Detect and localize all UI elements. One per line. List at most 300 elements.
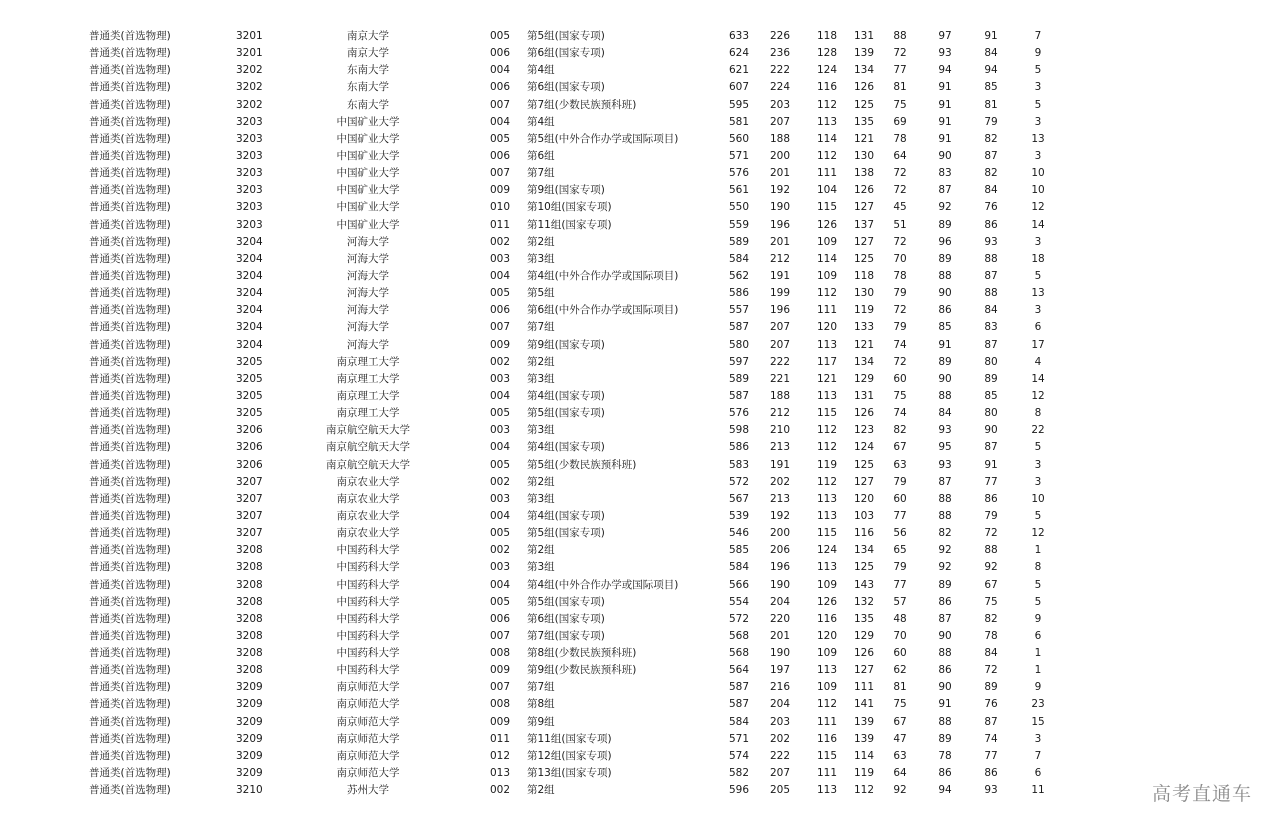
score-col-6-cell: 94 <box>938 784 952 797</box>
score-col-6-cell: 93 <box>938 424 952 437</box>
min-total-score-cell: 598 <box>728 424 750 437</box>
table-row <box>0 268 1280 285</box>
min-total-score-cell: 586 <box>728 287 750 300</box>
group-name-cell: 第4组(国家专项) <box>527 441 605 454</box>
score-col-8-cell: 13 <box>1031 132 1045 145</box>
score-col-6-cell: 82 <box>938 527 952 540</box>
min-total-score-cell: 562 <box>728 269 750 282</box>
category-cell: 普通类(首选物理) <box>89 81 171 94</box>
school-code-cell: 3204 <box>236 252 263 265</box>
score-col-7-cell: 85 <box>984 389 998 402</box>
score-col-5-cell: 75 <box>893 389 907 402</box>
group-code-cell: 008 <box>490 698 511 711</box>
score-col-4-cell: 129 <box>853 372 875 385</box>
score-col-7-cell: 85 <box>984 81 998 94</box>
school-code-cell: 3203 <box>236 115 263 128</box>
score-col-5-cell: 72 <box>893 355 907 368</box>
score-col-6-cell: 86 <box>938 767 952 780</box>
score-col-8-cell: 5 <box>1034 509 1042 522</box>
score-col-7-cell: 91 <box>984 30 998 42</box>
category-cell: 普通类(首选物理) <box>89 355 171 368</box>
group-name-cell: 第9组 <box>527 715 555 728</box>
table-row <box>0 148 1280 165</box>
score-col-8-cell: 3 <box>1034 458 1042 471</box>
group-name-cell: 第7组 <box>527 321 555 334</box>
group-name-cell: 第7组(少数民族预科班) <box>527 98 637 111</box>
score-col-6-cell: 89 <box>938 252 952 265</box>
school-name-cell: 中国药科大学 <box>336 595 400 608</box>
category-cell: 普通类(首选物理) <box>89 184 171 197</box>
score-col-8-cell: 14 <box>1031 218 1045 231</box>
score-col-6-cell: 91 <box>938 132 952 145</box>
score-col-5-cell: 45 <box>893 201 907 214</box>
school-name-cell: 东南大学 <box>347 64 389 77</box>
category-cell: 普通类(首选物理) <box>89 595 171 608</box>
table-row <box>0 525 1280 542</box>
score-col-4-cell: 137 <box>853 218 875 231</box>
table-row <box>0 422 1280 439</box>
school-name-cell: 南京航空航天大学 <box>326 424 410 437</box>
school-code-cell: 3207 <box>236 509 263 522</box>
score-col-8-cell: 3 <box>1034 235 1042 248</box>
group-name-cell: 第4组(中外合作办学或国际项目) <box>527 578 679 591</box>
score-col-2-cell: 206 <box>769 544 791 557</box>
score-col-6-cell: 89 <box>938 218 952 231</box>
group-code-cell: 006 <box>490 612 511 625</box>
score-col-5-cell: 81 <box>893 681 907 694</box>
table-row <box>0 62 1280 79</box>
school-name-cell: 南京理工大学 <box>336 372 400 385</box>
group-code-cell: 007 <box>490 321 511 334</box>
group-code-cell: 005 <box>490 407 511 420</box>
group-name-cell: 第3组 <box>527 561 555 574</box>
group-code-cell: 011 <box>490 218 511 231</box>
group-name-cell: 第3组 <box>527 252 555 265</box>
min-total-score-cell: 568 <box>728 629 750 642</box>
school-name-cell: 中国药科大学 <box>336 664 400 677</box>
score-col-4-cell: 132 <box>853 595 875 608</box>
school-code-cell: 3204 <box>236 304 263 317</box>
score-col-3-cell: 114 <box>816 132 838 145</box>
score-col-8-cell: 5 <box>1034 441 1042 454</box>
score-col-3-cell: 109 <box>816 647 838 660</box>
score-col-5-cell: 77 <box>893 578 907 591</box>
score-col-4-cell: 111 <box>853 681 875 694</box>
min-total-score-cell: 572 <box>728 612 750 625</box>
table-row <box>0 285 1280 302</box>
score-col-6-cell: 97 <box>938 30 952 42</box>
school-name-cell: 河海大学 <box>347 235 389 248</box>
group-name-cell: 第3组 <box>527 492 555 505</box>
score-col-8-cell: 6 <box>1034 767 1042 780</box>
table-row <box>0 594 1280 611</box>
score-col-4-cell: 135 <box>853 612 875 625</box>
score-col-6-cell: 88 <box>938 509 952 522</box>
table-row <box>0 28 1280 45</box>
group-code-cell: 007 <box>490 681 511 694</box>
score-col-2-cell: 202 <box>769 732 791 745</box>
score-col-6-cell: 86 <box>938 304 952 317</box>
category-cell: 普通类(首选物理) <box>89 30 171 42</box>
school-name-cell: 南京理工大学 <box>336 389 400 402</box>
score-col-4-cell: 134 <box>853 544 875 557</box>
score-col-6-cell: 91 <box>938 115 952 128</box>
school-code-cell: 3209 <box>236 715 263 728</box>
group-code-cell: 004 <box>490 509 511 522</box>
min-total-score-cell: 582 <box>728 767 750 780</box>
min-total-score-cell: 571 <box>728 732 750 745</box>
category-cell: 普通类(首选物理) <box>89 287 171 300</box>
school-name-cell: 南京理工大学 <box>336 407 400 420</box>
school-code-cell: 3204 <box>236 321 263 334</box>
score-col-4-cell: 103 <box>853 509 875 522</box>
table-row <box>0 662 1280 679</box>
school-code-cell: 3201 <box>236 30 263 42</box>
score-col-4-cell: 139 <box>853 715 875 728</box>
score-col-6-cell: 83 <box>938 167 952 180</box>
group-code-cell: 004 <box>490 389 511 402</box>
min-total-score-cell: 561 <box>728 184 750 197</box>
score-col-5-cell: 64 <box>893 149 907 162</box>
score-col-4-cell: 121 <box>853 132 875 145</box>
group-name-cell: 第8组(少数民族预科班) <box>527 647 637 660</box>
table-row <box>0 182 1280 199</box>
score-col-3-cell: 113 <box>816 784 838 797</box>
score-col-5-cell: 75 <box>893 98 907 111</box>
min-total-score-cell: 580 <box>728 338 750 351</box>
score-col-2-cell: 212 <box>769 407 791 420</box>
score-col-5-cell: 63 <box>893 749 907 762</box>
score-col-8-cell: 3 <box>1034 732 1042 745</box>
score-col-7-cell: 77 <box>984 475 998 488</box>
school-code-cell: 3207 <box>236 492 263 505</box>
group-name-cell: 第4组(国家专项) <box>527 509 605 522</box>
group-code-cell: 005 <box>490 458 511 471</box>
score-col-5-cell: 57 <box>893 595 907 608</box>
score-col-4-cell: 125 <box>853 458 875 471</box>
score-col-5-cell: 60 <box>893 647 907 660</box>
min-total-score-cell: 596 <box>728 784 750 797</box>
score-col-5-cell: 79 <box>893 475 907 488</box>
score-col-2-cell: 207 <box>769 115 791 128</box>
category-cell: 普通类(首选物理) <box>89 492 171 505</box>
score-col-6-cell: 85 <box>938 321 952 334</box>
score-col-8-cell: 6 <box>1034 629 1042 642</box>
score-col-2-cell: 200 <box>769 527 791 540</box>
min-total-score-cell: 550 <box>728 201 750 214</box>
school-name-cell: 中国矿业大学 <box>336 184 400 197</box>
score-col-3-cell: 116 <box>816 81 838 94</box>
group-name-cell: 第11组(国家专项) <box>527 218 612 231</box>
group-name-cell: 第9组(少数民族预科班) <box>527 664 637 677</box>
score-col-3-cell: 109 <box>816 235 838 248</box>
score-col-4-cell: 121 <box>853 338 875 351</box>
score-col-6-cell: 91 <box>938 338 952 351</box>
school-name-cell: 东南大学 <box>347 81 389 94</box>
school-name-cell: 南京农业大学 <box>336 492 400 505</box>
school-name-cell: 中国矿业大学 <box>336 149 400 162</box>
group-name-cell: 第4组(国家专项) <box>527 389 605 402</box>
school-code-cell: 3209 <box>236 681 263 694</box>
category-cell: 普通类(首选物理) <box>89 612 171 625</box>
score-col-7-cell: 83 <box>984 321 998 334</box>
score-col-3-cell: 113 <box>816 509 838 522</box>
category-cell: 普通类(首选物理) <box>89 475 171 488</box>
school-name-cell: 中国药科大学 <box>336 544 400 557</box>
school-code-cell: 3208 <box>236 647 263 660</box>
table-row <box>0 354 1280 371</box>
score-col-3-cell: 109 <box>816 578 838 591</box>
score-col-6-cell: 86 <box>938 595 952 608</box>
group-name-cell: 第2组 <box>527 355 555 368</box>
score-col-8-cell: 9 <box>1034 681 1042 694</box>
score-col-6-cell: 88 <box>938 492 952 505</box>
score-col-5-cell: 77 <box>893 509 907 522</box>
score-col-8-cell: 23 <box>1031 698 1045 711</box>
score-col-4-cell: 118 <box>853 269 875 282</box>
score-col-4-cell: 119 <box>853 304 875 317</box>
score-col-6-cell: 92 <box>938 561 952 574</box>
score-col-2-cell: 196 <box>769 561 791 574</box>
score-col-4-cell: 119 <box>853 767 875 780</box>
category-cell: 普通类(首选物理) <box>89 218 171 231</box>
school-name-cell: 南京大学 <box>347 47 389 60</box>
score-col-2-cell: 204 <box>769 698 791 711</box>
score-col-4-cell: 134 <box>853 355 875 368</box>
score-col-3-cell: 115 <box>816 527 838 540</box>
score-col-8-cell: 18 <box>1031 252 1045 265</box>
score-col-8-cell: 5 <box>1034 98 1042 111</box>
min-total-score-cell: 571 <box>728 149 750 162</box>
score-col-2-cell: 190 <box>769 647 791 660</box>
min-total-score-cell: 587 <box>728 681 750 694</box>
category-cell: 普通类(首选物理) <box>89 64 171 77</box>
group-name-cell: 第4组 <box>527 115 555 128</box>
score-col-8-cell: 7 <box>1034 749 1042 762</box>
score-col-2-cell: 191 <box>769 458 791 471</box>
school-code-cell: 3204 <box>236 269 263 282</box>
group-name-cell: 第13组(国家专项) <box>527 767 612 780</box>
group-code-cell: 013 <box>490 767 511 780</box>
score-col-2-cell: 207 <box>769 338 791 351</box>
score-col-4-cell: 139 <box>853 47 875 60</box>
category-cell: 普通类(首选物理) <box>89 235 171 248</box>
school-name-cell: 东南大学 <box>347 98 389 111</box>
school-name-cell: 南京航空航天大学 <box>326 458 410 471</box>
score-col-2-cell: 224 <box>769 81 791 94</box>
score-col-5-cell: 74 <box>893 407 907 420</box>
score-col-2-cell: 222 <box>769 355 791 368</box>
group-code-cell: 002 <box>490 355 511 368</box>
min-total-score-cell: 587 <box>728 389 750 402</box>
group-code-cell: 007 <box>490 98 511 111</box>
score-col-8-cell: 9 <box>1034 612 1042 625</box>
score-col-3-cell: 109 <box>816 269 838 282</box>
group-name-cell: 第5组(少数民族预科班) <box>527 458 637 471</box>
score-col-7-cell: 86 <box>984 767 998 780</box>
school-name-cell: 南京农业大学 <box>336 475 400 488</box>
score-col-3-cell: 112 <box>816 698 838 711</box>
score-col-8-cell: 10 <box>1031 184 1045 197</box>
group-name-cell: 第2组 <box>527 544 555 557</box>
min-total-score-cell: 624 <box>728 47 750 60</box>
school-name-cell: 中国矿业大学 <box>336 201 400 214</box>
score-col-5-cell: 79 <box>893 287 907 300</box>
score-col-7-cell: 77 <box>984 749 998 762</box>
table-row <box>0 577 1280 594</box>
group-code-cell: 006 <box>490 304 511 317</box>
school-name-cell: 中国药科大学 <box>336 578 400 591</box>
min-total-score-cell: 584 <box>728 252 750 265</box>
score-col-8-cell: 3 <box>1034 149 1042 162</box>
score-col-3-cell: 111 <box>816 715 838 728</box>
group-name-cell: 第3组 <box>527 372 555 385</box>
score-col-5-cell: 92 <box>893 784 907 797</box>
score-col-3-cell: 120 <box>816 629 838 642</box>
score-col-2-cell: 220 <box>769 612 791 625</box>
group-code-cell: 007 <box>490 167 511 180</box>
group-name-cell: 第9组(国家专项) <box>527 184 605 197</box>
score-col-4-cell: 125 <box>853 561 875 574</box>
group-code-cell: 009 <box>490 338 511 351</box>
min-total-score-cell: 587 <box>728 321 750 334</box>
school-name-cell: 南京师范大学 <box>336 681 400 694</box>
min-total-score-cell: 559 <box>728 218 750 231</box>
table-row <box>0 508 1280 525</box>
school-name-cell: 南京师范大学 <box>336 767 400 780</box>
score-col-2-cell: 190 <box>769 578 791 591</box>
category-cell: 普通类(首选物理) <box>89 544 171 557</box>
score-col-8-cell: 4 <box>1034 355 1042 368</box>
score-col-4-cell: 139 <box>853 732 875 745</box>
school-name-cell: 中国矿业大学 <box>336 167 400 180</box>
category-cell: 普通类(首选物理) <box>89 132 171 145</box>
school-name-cell: 中国矿业大学 <box>336 115 400 128</box>
score-col-3-cell: 113 <box>816 664 838 677</box>
score-col-8-cell: 8 <box>1034 407 1042 420</box>
score-col-2-cell: 222 <box>769 64 791 77</box>
score-col-3-cell: 120 <box>816 321 838 334</box>
score-col-6-cell: 90 <box>938 629 952 642</box>
table-row <box>0 405 1280 422</box>
group-code-cell: 003 <box>490 252 511 265</box>
score-col-4-cell: 124 <box>853 441 875 454</box>
min-total-score-cell: 584 <box>728 715 750 728</box>
school-name-cell: 中国矿业大学 <box>336 218 400 231</box>
group-name-cell: 第5组(国家专项) <box>527 527 605 540</box>
group-code-cell: 005 <box>490 595 511 608</box>
score-col-6-cell: 92 <box>938 544 952 557</box>
score-col-5-cell: 48 <box>893 612 907 625</box>
category-cell: 普通类(首选物理) <box>89 424 171 437</box>
score-col-4-cell: 127 <box>853 664 875 677</box>
category-cell: 普通类(首选物理) <box>89 664 171 677</box>
score-col-3-cell: 111 <box>816 167 838 180</box>
category-cell: 普通类(首选物理) <box>89 304 171 317</box>
score-col-8-cell: 22 <box>1031 424 1045 437</box>
score-col-8-cell: 1 <box>1034 544 1042 557</box>
score-col-8-cell: 7 <box>1034 30 1042 42</box>
min-total-score-cell: 566 <box>728 578 750 591</box>
category-cell: 普通类(首选物理) <box>89 321 171 334</box>
category-cell: 普通类(首选物理) <box>89 252 171 265</box>
table-row <box>0 645 1280 662</box>
score-col-6-cell: 95 <box>938 441 952 454</box>
group-code-cell: 006 <box>490 81 511 94</box>
group-code-cell: 004 <box>490 115 511 128</box>
score-col-2-cell: 192 <box>769 184 791 197</box>
group-code-cell: 008 <box>490 647 511 660</box>
group-name-cell: 第10组(国家专项) <box>527 201 612 214</box>
group-code-cell: 009 <box>490 664 511 677</box>
min-total-score-cell: 568 <box>728 647 750 660</box>
group-code-cell: 006 <box>490 149 511 162</box>
score-col-5-cell: 67 <box>893 715 907 728</box>
score-col-5-cell: 78 <box>893 132 907 145</box>
score-col-2-cell: 226 <box>769 30 791 42</box>
school-name-cell: 南京农业大学 <box>336 509 400 522</box>
score-col-3-cell: 113 <box>816 338 838 351</box>
category-cell: 普通类(首选物理) <box>89 509 171 522</box>
min-total-score-cell: 567 <box>728 492 750 505</box>
score-col-2-cell: 197 <box>769 664 791 677</box>
school-name-cell: 南京航空航天大学 <box>326 441 410 454</box>
score-col-4-cell: 143 <box>853 578 875 591</box>
score-col-7-cell: 84 <box>984 647 998 660</box>
score-col-2-cell: 188 <box>769 132 791 145</box>
score-col-5-cell: 81 <box>893 81 907 94</box>
score-col-8-cell: 8 <box>1034 561 1042 574</box>
min-total-score-cell: 583 <box>728 458 750 471</box>
score-col-3-cell: 112 <box>816 98 838 111</box>
score-col-2-cell: 203 <box>769 98 791 111</box>
school-name-cell: 南京师范大学 <box>336 732 400 745</box>
score-col-3-cell: 112 <box>816 287 838 300</box>
score-col-4-cell: 138 <box>853 167 875 180</box>
score-col-2-cell: 207 <box>769 321 791 334</box>
score-col-5-cell: 70 <box>893 252 907 265</box>
score-col-6-cell: 94 <box>938 64 952 77</box>
score-col-3-cell: 117 <box>816 355 838 368</box>
score-col-5-cell: 72 <box>893 235 907 248</box>
score-col-3-cell: 118 <box>816 30 838 42</box>
school-code-cell: 3206 <box>236 441 263 454</box>
score-col-3-cell: 115 <box>816 749 838 762</box>
min-total-score-cell: 576 <box>728 407 750 420</box>
score-col-3-cell: 115 <box>816 407 838 420</box>
score-col-5-cell: 72 <box>893 167 907 180</box>
score-col-5-cell: 74 <box>893 338 907 351</box>
category-cell: 普通类(首选物理) <box>89 767 171 780</box>
table-row <box>0 199 1280 216</box>
score-col-6-cell: 88 <box>938 389 952 402</box>
score-col-3-cell: 113 <box>816 492 838 505</box>
score-col-3-cell: 116 <box>816 612 838 625</box>
group-name-cell: 第6组 <box>527 149 555 162</box>
score-col-7-cell: 93 <box>984 784 998 797</box>
score-col-3-cell: 126 <box>816 595 838 608</box>
score-col-2-cell: 196 <box>769 218 791 231</box>
score-col-7-cell: 82 <box>984 612 998 625</box>
score-col-8-cell: 3 <box>1034 81 1042 94</box>
group-name-cell: 第5组(国家专项) <box>527 407 605 420</box>
score-col-2-cell: 212 <box>769 252 791 265</box>
score-col-3-cell: 113 <box>816 115 838 128</box>
score-col-5-cell: 47 <box>893 732 907 745</box>
score-col-7-cell: 89 <box>984 372 998 385</box>
score-col-8-cell: 12 <box>1031 389 1045 402</box>
category-cell: 普通类(首选物理) <box>89 407 171 420</box>
